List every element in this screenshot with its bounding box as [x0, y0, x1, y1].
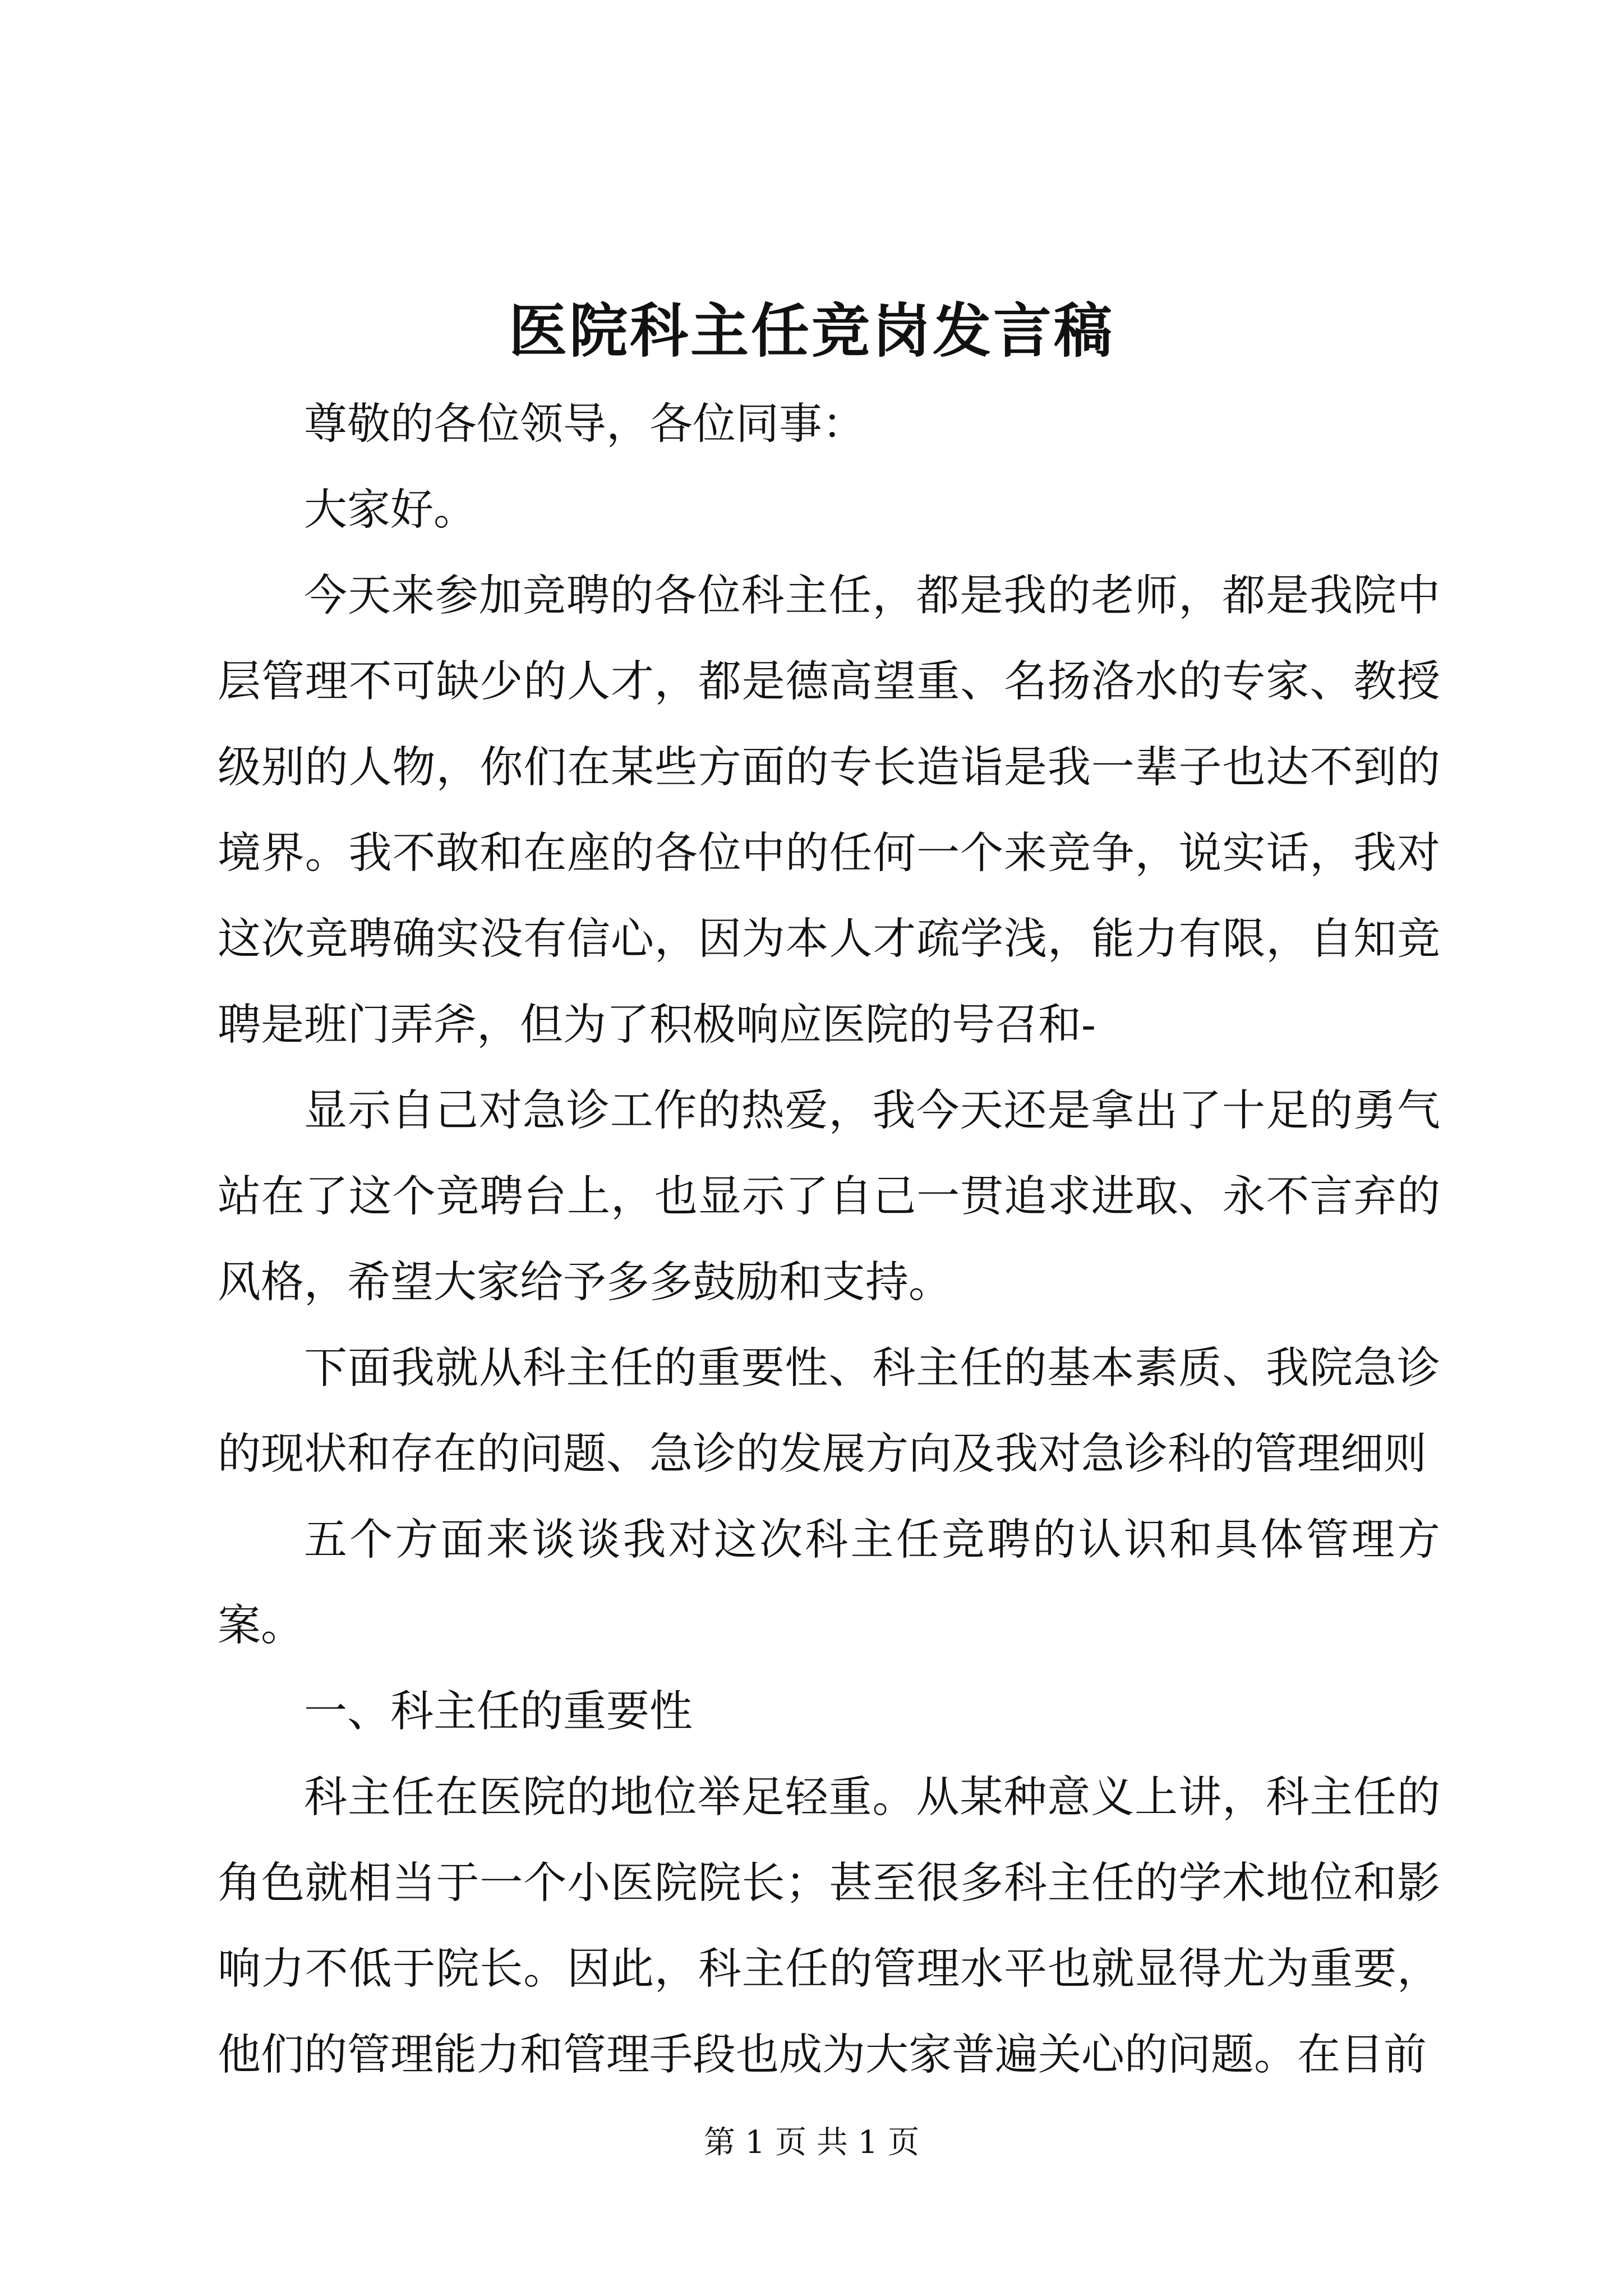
document-body [218, 381, 1440, 2098]
page-number-footer: 第 1 页 共 1 页 [703, 2124, 920, 2161]
salutation-paragraph: 尊敬的各位领导，各位同事： [304, 399, 865, 449]
document-title: 医院科主任竞岗发言稿 [508, 296, 1114, 365]
greeting-paragraph: 大家好。 [304, 485, 477, 535]
section-heading: 一、科主任的重要性 [304, 1687, 693, 1737]
body-paragraph: 显示自己对急诊工作的热爱，我今天还是拿出了十足的勇气站在了这个竞聘台上，也显示了自己一贯追求进取、永不言弃的风格，希望大家给予多多鼓励和支持。 [218, 1086, 1440, 1308]
body-paragraph: 今天来参加竞聘的各位科主任，都是我的老师，都是我院中层管理不可缺少的人才，都是德高望重、名扬洛水的专家、教授级别的人物，你们在某些方面的专长造诣是我一辈子也达不到的境界。我不敢和在座的各位中的任何一个来竞争，说实话，我对这次竞聘确实没有信心，因为本人才疏学浅，能力有限，自知竞聘是班门弄斧，但为了积极响应医院的号召和- [218, 571, 1440, 1050]
body-paragraph: 科主任在医院的地位举足轻重。从某种意义上讲，科主任的角色就相当于一个小医院院长；甚至很多科主任的学术地位和影响力不低于院长。因此，科主任的管理水平也就显得尤为重要，他们的管理能力和管理手段也成为大家普遍关心的问题。在目前 [218, 1773, 1440, 2080]
body-paragraph: 五个方面来谈谈我对这次科主任竞聘的认识和具体管理方案。 [218, 1515, 1440, 1651]
body-paragraph: 下面我就从科主任的重要性、科主任的基本素质、我院急诊的现状和存在的问题、急诊的发展方向及我对急诊科的管理细则 [218, 1343, 1440, 1479]
